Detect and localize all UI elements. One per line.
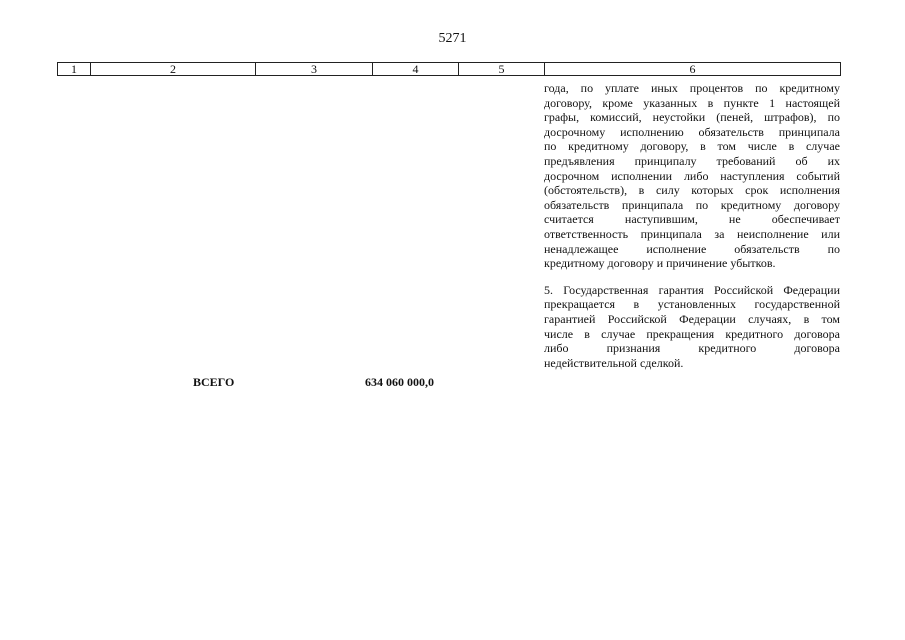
paragraph-gap	[544, 271, 840, 283]
text-line: гарантией Российской Федерации случаях, в том	[544, 311, 840, 326]
total-label: ВСЕГО	[193, 375, 235, 389]
text-line: года, по уплате иных процентов по кредитному	[544, 81, 840, 95]
text-line: кредитному договору и причинение убытков.	[544, 256, 776, 271]
column-header-2: 2	[91, 63, 256, 75]
column-header-5: 5	[459, 63, 545, 75]
text-line: либо признания кредитного договора	[544, 341, 840, 356]
column-header-3: 3	[256, 63, 373, 75]
column-header-1: 1	[58, 63, 91, 75]
column-6-text	[544, 81, 840, 370]
text-line: 5. Государственная гарантия Российской Федерации	[544, 282, 840, 297]
text-line: ответственность принципала за неисполнение или	[544, 226, 840, 241]
text-line: по кредитному договору, в том числе в случае	[544, 139, 840, 154]
paragraph-continuation	[544, 81, 840, 271]
text-line: прекращается в установленных государственной	[544, 297, 840, 312]
table-column-header-row	[57, 62, 841, 76]
text-line: графы, комиссий, неустойки (пеней, штрафов), по	[544, 110, 840, 125]
text-line: досрочному исполнению обязательств принципала	[544, 124, 840, 139]
page-number: 5271	[438, 31, 467, 46]
paragraph-item-5	[544, 283, 840, 371]
column-header-4: 4	[373, 63, 459, 75]
text-line: считается наступившим, не обеспечивает	[544, 212, 840, 227]
column-header-6: 6	[689, 62, 696, 76]
text-line: недействительной сделкой.	[544, 355, 684, 370]
text-line: числе в случае прекращения кредитного договора	[544, 326, 840, 341]
text-line: (обстоятельств), в силу которых срок исполнения	[544, 183, 840, 198]
total-value: 634 060 000,0	[365, 375, 434, 389]
text-line: договору, кроме указанных в пункте 1 настоящей	[544, 95, 840, 110]
text-line: предъявления принципалу требований об их	[544, 153, 840, 168]
text-line: обязательств принципала по кредитному договору	[544, 197, 840, 212]
text-line: досрочном исполнении либо наступления событий	[544, 168, 840, 183]
text-line: ненадлежащее исполнение обязательств по	[544, 241, 840, 256]
